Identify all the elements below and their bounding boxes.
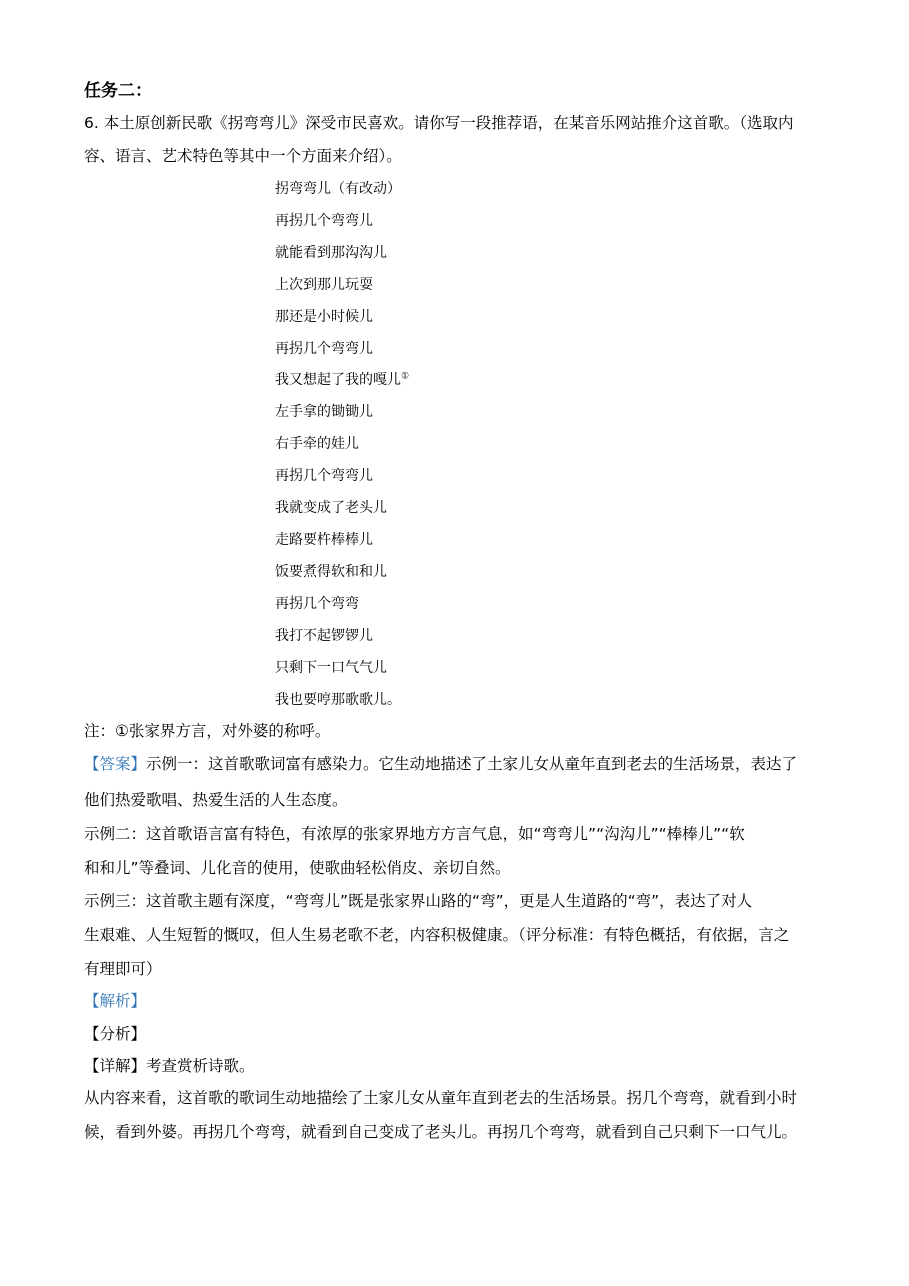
answer-text: 示例一：这首歌歌词富有感染力。它生动地描述了土家儿女从童年直到老去的生活场景，表达了 bbox=[146, 755, 798, 773]
fenxi-label: 【分析】 bbox=[84, 1025, 147, 1043]
poem-line: 那还是小时候儿 bbox=[275, 309, 373, 325]
answer-line-1 bbox=[84, 752, 797, 774]
poem-line: 我也要哼那歌歌儿。 bbox=[275, 692, 401, 708]
detail-line bbox=[84, 1054, 255, 1076]
poem-line: 饭要煮得软和和儿 bbox=[275, 564, 387, 580]
poem-title: 拐弯弯儿（有改动） bbox=[275, 181, 401, 197]
answer-line-3: 示例二：这首歌语言富有特色，有浓厚的张家界地方方言气息，如“弯弯儿”“沟沟儿”“棒棒儿”“软 bbox=[84, 825, 745, 843]
poem-line: 再拐几个弯弯儿 bbox=[275, 341, 373, 357]
poem-line: 只剩下一口气气儿 bbox=[275, 660, 387, 676]
poem-line: 我打不起锣锣儿 bbox=[275, 628, 373, 644]
question-line-1: 6. 本土原创新民歌《拐弯弯儿》深受市民喜欢。请你写一段推荐语，在某音乐网站推介这首歌。（选取内 bbox=[84, 114, 794, 132]
answer-line-7: 有理即可） bbox=[84, 960, 162, 978]
poem-line: 再拐几个弯弯儿 bbox=[275, 213, 373, 229]
poem-line-footnoted bbox=[275, 369, 409, 389]
explanation-line-2: 候，看到外婆。再拐几个弯弯，就看到自己变成了老头儿。再拐几个弯弯，就看到自己只剩下一口气儿。 bbox=[84, 1123, 798, 1141]
answer-line-4: 和和儿”等叠词、儿化音的使用，使歌曲轻松俏皮、亲切自然。 bbox=[84, 859, 511, 877]
poem-line: 再拐几个弯弯儿 bbox=[275, 468, 373, 484]
question-line-2: 容、语言、艺术特色等其中一个方面来介绍）。 bbox=[84, 147, 402, 165]
answer-line-6: 生艰难、人生短暂的慨叹，但人生易老歌不老，内容积极健康。（评分标准：有特色概括，有依据，言之 bbox=[84, 926, 790, 944]
poem-line: 再拐几个弯弯 bbox=[275, 596, 359, 612]
poem-line: 上次到那儿玩耍 bbox=[275, 277, 373, 293]
poem-line: 右手牵的娃儿 bbox=[275, 436, 359, 452]
detail-text: 考查赏析诗歌。 bbox=[146, 1057, 255, 1075]
poem-line: 左手拿的锄锄儿 bbox=[275, 404, 373, 420]
poem-line: 走路要杵棒棒儿 bbox=[275, 532, 373, 548]
poem-line: 我就变成了老头儿 bbox=[275, 500, 387, 516]
answer-label: 【答案】 bbox=[84, 755, 147, 773]
answer-line-5: 示例三：这首歌主题有深度，“弯弯儿”既是张家界山路的“弯”，更是人生道路的“弯”，表达了对人 bbox=[84, 892, 753, 910]
answer-line-2: 他们热爱歌唱、热爱生活的人生态度。 bbox=[84, 791, 348, 809]
footnote-marker: ① bbox=[401, 371, 410, 382]
explanation-line-1: 从内容来看，这首歌的歌词生动地描绘了土家儿女从童年直到老去的生活场景。拐几个弯弯，就看到小时 bbox=[84, 1089, 798, 1107]
poem-line-text: 我又想起了我的嘎儿 bbox=[275, 372, 401, 388]
poem-line: 就能看到那沟沟儿 bbox=[275, 245, 387, 261]
detail-label: 【详解】 bbox=[84, 1057, 147, 1075]
analysis-label: 【解析】 bbox=[84, 992, 147, 1010]
footnote-text: 注：①张家界方言，对外婆的称呼。 bbox=[84, 722, 331, 740]
section-title: 任务二： bbox=[84, 81, 152, 101]
